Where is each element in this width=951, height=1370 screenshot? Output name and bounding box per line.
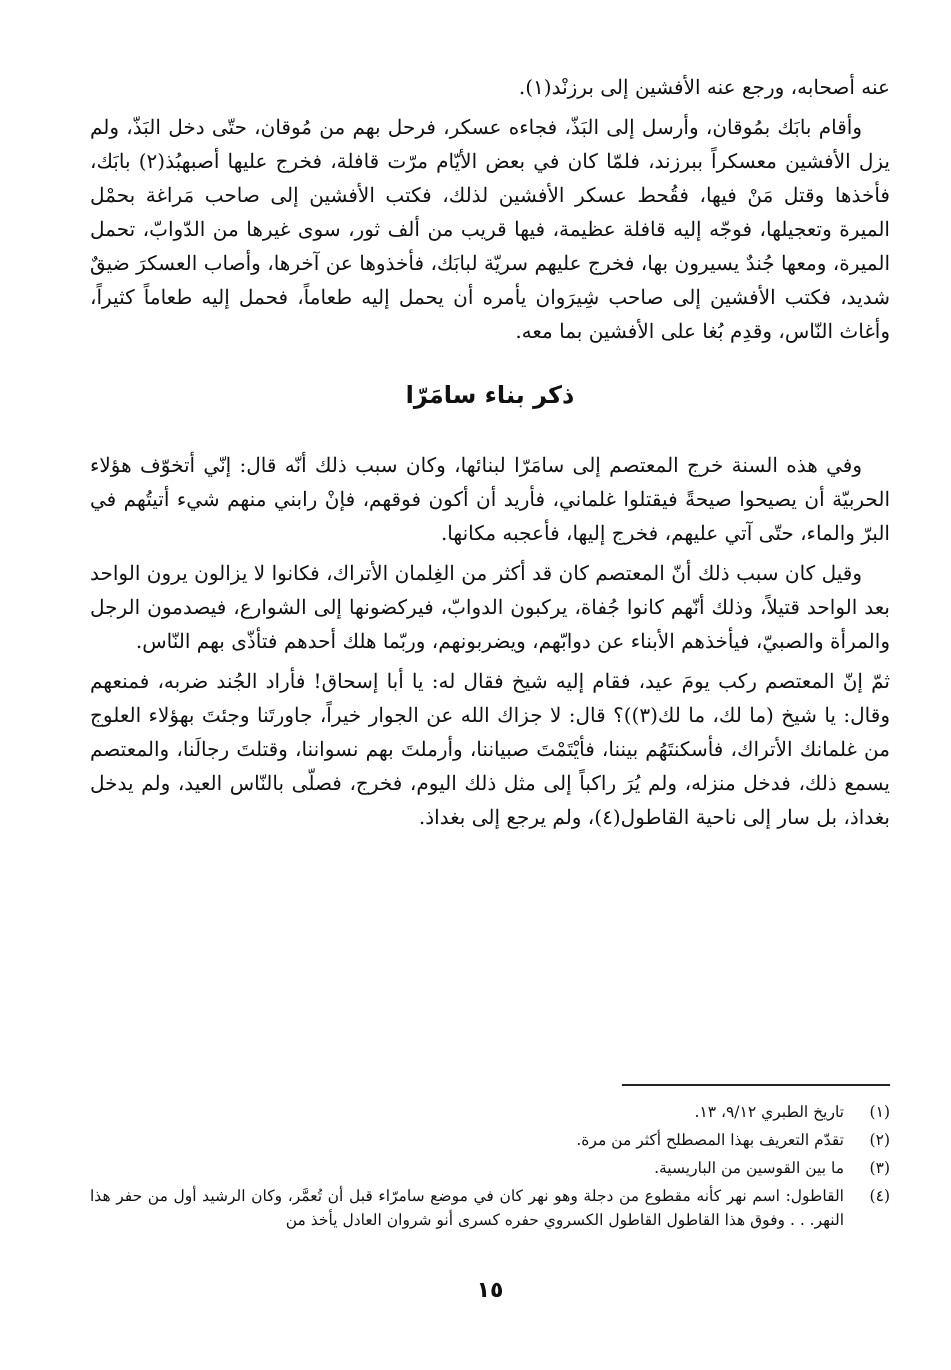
footnote-item [90,1184,890,1232]
footnote-number: (١) [869,1103,890,1121]
footnote-text: تقدّم التعريف بهذا المصطلح أكثر من مرة. [576,1131,844,1149]
paragraph-continuation: عنه أصحابه، ورجع عنه الأفشين إلى برزنْد(١). [518,75,890,99]
section-heading: ذكر بناء سامَرّا [405,381,575,409]
footnote-number: (٤) [869,1187,890,1205]
footnote-text: ما بين القوسين من الباريسية. [654,1159,844,1177]
footnote-item [90,1100,890,1124]
footnote-number: (٢) [869,1131,890,1149]
paragraph-eid-sheikh: ثمّ إنّ المعتصم ركب يومَ عيد، فقام إليه شيخ فقال له: يا أبا إسحاق! فأراد الجُند ضربه، فمنعهم وقال: يا شيخ (ما لك، ما لك(٣))؟ قال: لا جزاك الله عن الجوار خيراً، جاورتَنا وجئتَ بهؤلاء العلوج من غلمانك الأتراك، فأسكنتَهُم بيننا، فأيْتَمْتَ صبياننا، وأرملتَ بهم نسواننا، وقتلتَ رجالَنا، والمعتصم يسمع ذلك، فدخل منزله، ولم يُرَ راكباً إلى مثل ذلك اليوم، فخرج، فصلّى بالنّاس العيد، ولم يدخل بغداذ، بل سار إلى ناحية القاطول(٤)، ولم يرجع إلى بغداذ. [90,669,890,829]
paragraph-turkish-ghilman: وقيل كان سبب ذلك أنّ المعتصم كان قد أكثر من الغِلمان الأتراك، فكانوا لا يزالون يرون الواحد بعد الواحد قتيلاً، وذلك أنّهم كانوا جُفاة، يركبون الدوابّ، فيركضونها إلى الشوارع، فيصدمون الرجل والمرأة والصبيّ، فيأخذهم الأبناء عن دوابّهم، ويضربونهم، وربّما هلك أحدهم فتأذّى بهم النّاس. [90,561,890,653]
paragraph-babak-muqan: وأقام بابَك بمُوقان، وأرسل إلى البَذّ، فجاءه عسكر، فرحل بهم من مُوقان، حتّى دخل البَذّ، ولم يزل الأفشين معسكراً ببرزند، فلمّا كان في بعض الأيّام مرّت قافلة، فخرج عليها أصبهبُذ(٢) بابَك، فأخذها وقتل مَنْ فيها، فقُحط عسكر الأفشين لذلك، فكتب الأفشين إلى صاحب مَراغة بحمْل الميرة وتعجيلها، فوجّه إليه قافلة عظيمة، فيها قريب من ألف ثور، سوى غيرها من الدّوابّ، تحمل الميرة، ومعها جُندٌ يسيرون بها، فخرج عليهم سريّة لبابَك، فأخذوها عن آخرها، وأصاب العسكرَ ضيقٌ شديد، فكتب الأفشين إلى صاحب شِيرَوان يأمره أن يحمل إليه طعاماً، فحمل إليه طعاماً كثيراً، وأغاث النّاس، وقدِم بُغا على الأفشين بما معه. [90,115,890,343]
footnote-text: القاطول: اسم نهر كأنه مقطوع من دجلة وهو نهر كان في موضع سامرّاء قبل أن تُعمَّر، وكان الرشيد أول من حفر هذا النهر. . . وفوق هذا القاطول القاطول الكسروي حفره كسرى أنو شروان العادل يأخذ من [90,1187,844,1229]
page-number: ١٥ [476,1278,504,1303]
footnote-text: تاريخ الطبري ٩/١٢، ١٣. [694,1103,844,1121]
footnotes [90,1100,890,1236]
footnote-item [90,1128,890,1152]
paragraph-samarra-founding: وفي هذه السنة خرج المعتصم إلى سامَرّا لبنائها، وكان سبب ذلك أنّه قال: إنّي أتخوّف هؤلاء الحربيّة أن يصيحوا صيحةً فيقتلوا غلماني، فأريد أن أكون فوقهم، فإنْ رابني منهم شيء أتيتُهم في البرّ والماء، حتّى آتي عليهم، فخرج إليها، فأعجبه مكانها. [90,453,890,545]
book-page [90,70,890,1350]
footnote-divider [622,1084,890,1086]
footnote-number: (٣) [869,1159,890,1177]
footnote-item [90,1156,890,1180]
